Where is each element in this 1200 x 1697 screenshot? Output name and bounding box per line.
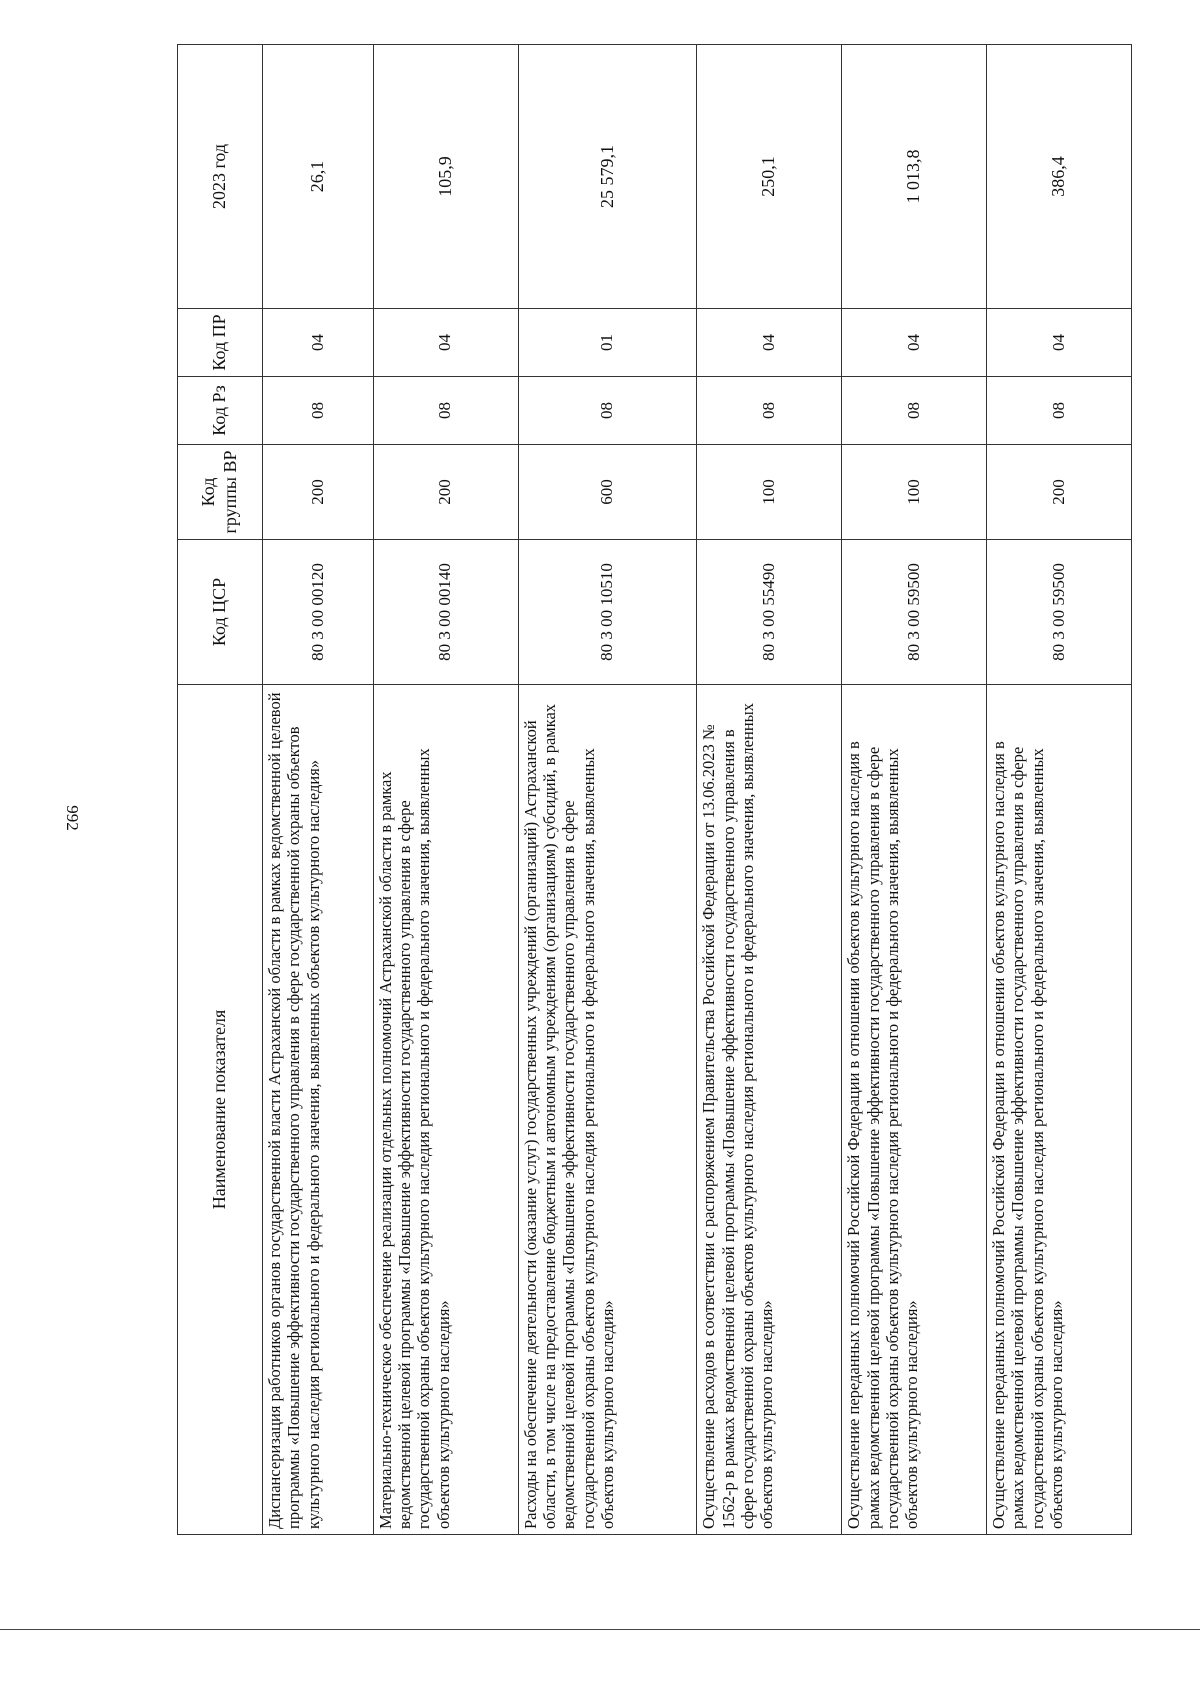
row-value: 386,4 [987, 45, 1132, 309]
row-rz: 08 [518, 377, 697, 445]
table-row [373, 45, 518, 1535]
row-vr: 100 [842, 445, 987, 540]
table-row [697, 45, 842, 1535]
row-value: 1 013,8 [842, 45, 987, 309]
row-csr: 80 3 00 59500 [987, 540, 1132, 685]
row-vr: 200 [263, 445, 374, 540]
row-pr: 04 [842, 309, 987, 377]
page-number: 992 [63, 805, 82, 831]
table-row [842, 45, 987, 1535]
row-csr: 80 3 00 00140 [373, 540, 518, 685]
row-name: Осуществление переданных полномочий Российской Федерации в отношении объектов культурного наследия в рамках ведомственной целевой программы «Повышение эффективности государственного управления в сфере государственной охраны объектов культурного наследия регионального и федерального значения, выявленных объектов культурного наследия» [987, 685, 1132, 1535]
row-csr: 80 3 00 10510 [518, 540, 697, 685]
table-row [263, 45, 374, 1535]
page-bottom-divider [0, 1629, 1200, 1630]
row-rz: 08 [263, 377, 374, 445]
row-pr: 04 [263, 309, 374, 377]
budget-table [177, 44, 1132, 1535]
header-vr: Код группы ВР [178, 445, 263, 540]
row-rz: 08 [842, 377, 987, 445]
header-pr: Код ПР [178, 309, 263, 377]
row-vr: 200 [373, 445, 518, 540]
row-vr: 100 [697, 445, 842, 540]
header-name: Наименование показателя [178, 685, 263, 1535]
row-pr: 04 [373, 309, 518, 377]
row-vr: 200 [987, 445, 1132, 540]
row-name: Расходы на обеспечение деятельности (оказание услуг) государственных учреждений (организаций) Астраханской области, в том числе на предоставление бюджетным и автономным учреждениям (организациям) субсидий, в рамках ведомственной целевой программы «Повышение эффективности государственного управления в сфере государственной охраны объектов культурного наследия регионального и федерального значения, выявленных объектов культурного наследия» [518, 685, 697, 1535]
row-csr: 80 3 00 55490 [697, 540, 842, 685]
header-csr: Код ЦСР [178, 540, 263, 685]
row-pr: 01 [518, 309, 697, 377]
row-pr: 04 [697, 309, 842, 377]
row-value: 105,9 [373, 45, 518, 309]
row-vr: 600 [518, 445, 697, 540]
row-rz: 08 [697, 377, 842, 445]
row-value: 25 579,1 [518, 45, 697, 309]
row-csr: 80 3 00 00120 [263, 540, 374, 685]
row-rz: 08 [987, 377, 1132, 445]
row-name: Осуществление расходов в соответствии с распоряжением Правительства Российской Федерации от 13.06.2023 № 1562-р в рамках ведомственной целевой программы «Повышение эффективности государственного управления в сфере государственной охраны объектов культурного наследия регионального и федерального значения, выявленных объектов культурного наследия» [697, 685, 842, 1535]
row-rz: 08 [373, 377, 518, 445]
row-name: Осуществление переданных полномочий Российской Федерации в отношении объектов культурного наследия в рамках ведомственной целевой программы «Повышение эффективности государственного управления в сфере государственной охраны объектов культурного наследия регионального и федерального значения, выявленных объектов культурного наследия» [842, 685, 987, 1535]
row-value: 26,1 [263, 45, 374, 309]
row-value: 250,1 [697, 45, 842, 309]
header-year: 2023 год [178, 45, 263, 309]
row-name: Диспансеризация работников органов государственной власти Астраханской области в рамках ведомственной целевой программы «Повышение эффективности государственного управления в сфере государственной охраны объектов культурного наследия регионального и федерального значения, выявленных объектов культурного наследия» [263, 685, 374, 1535]
table-header-row [178, 45, 263, 1535]
table-row [518, 45, 697, 1535]
rotated-table-wrapper [177, 45, 1132, 1535]
row-pr: 04 [987, 309, 1132, 377]
header-rz: Код Рз [178, 377, 263, 445]
row-name: Материально-техническое обеспечение реализации отдельных полномочий Астраханской области в рамках ведомственной целевой программы «Повышение эффективности государственного управления в сфере государственной охраны объектов культурного наследия регионального и федерального значения, выявленных объектов культурного наследия» [373, 685, 518, 1535]
table-row [987, 45, 1132, 1535]
row-csr: 80 3 00 59500 [842, 540, 987, 685]
